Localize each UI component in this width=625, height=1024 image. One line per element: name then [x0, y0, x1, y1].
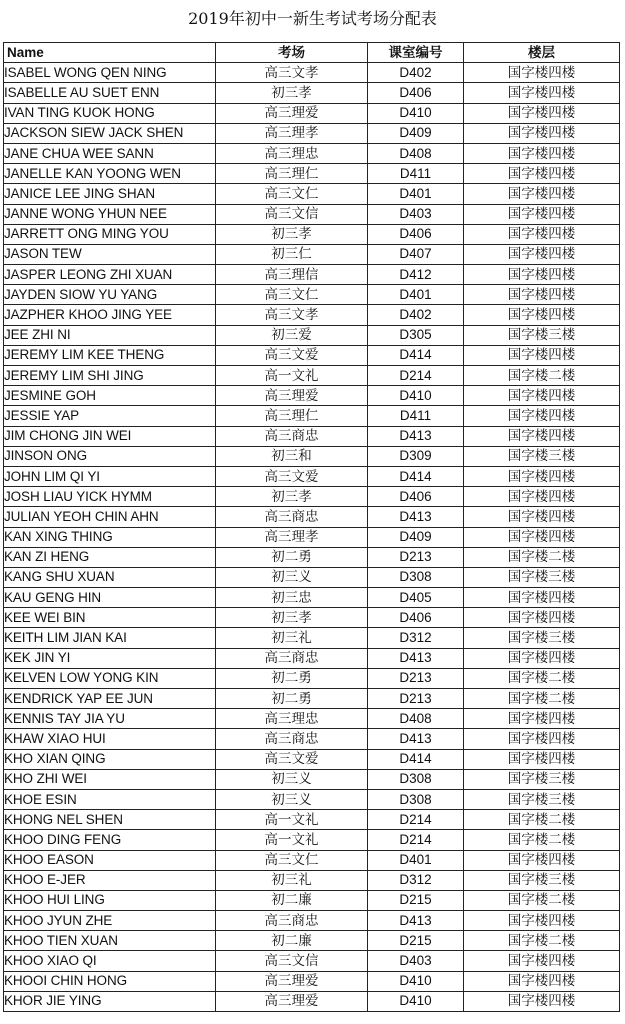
student-name-cell: KHOO EASON — [4, 850, 216, 870]
student-name-cell: JASON TEW — [4, 244, 216, 264]
student-name-cell: JIM CHONG JIN WEI — [4, 426, 216, 446]
student-name-cell: JESMINE GOH — [4, 386, 216, 406]
table-row — [4, 466, 620, 486]
exam-hall-cell: 初二勇 — [216, 668, 368, 688]
room-code-cell: D215 — [368, 931, 464, 951]
table-row — [4, 204, 620, 224]
room-code-cell: D414 — [368, 466, 464, 486]
exam-hall-cell: 高三理仁 — [216, 164, 368, 184]
table-row — [4, 143, 620, 163]
exam-hall-cell: 高三商忠 — [216, 507, 368, 527]
student-name-cell: KENNIS TAY JIA YU — [4, 709, 216, 729]
floor-cell: 国字楼四楼 — [464, 285, 620, 305]
student-name-cell: JANNE WONG YHUN NEE — [4, 204, 216, 224]
exam-hall-cell: 初二勇 — [216, 547, 368, 567]
floor-cell: 国字楼四楼 — [464, 204, 620, 224]
exam-hall-cell: 初三礼 — [216, 628, 368, 648]
floor-cell: 国字楼四楼 — [464, 911, 620, 931]
table-row — [4, 386, 620, 406]
floor-cell: 国字楼二楼 — [464, 689, 620, 709]
floor-cell: 国字楼四楼 — [464, 749, 620, 769]
floor-cell: 国字楼四楼 — [464, 951, 620, 971]
exam-hall-cell: 初三孝 — [216, 83, 368, 103]
room-code-cell: D413 — [368, 648, 464, 668]
exam-hall-cell: 高三商忠 — [216, 911, 368, 931]
room-code-cell: D406 — [368, 608, 464, 628]
floor-cell: 国字楼四楼 — [464, 224, 620, 244]
exam-hall-cell: 高三理爱 — [216, 103, 368, 123]
floor-cell: 国字楼三楼 — [464, 567, 620, 587]
floor-cell: 国字楼二楼 — [464, 830, 620, 850]
exam-hall-cell: 初三义 — [216, 769, 368, 789]
student-name-cell: JOHN LIM QI YI — [4, 466, 216, 486]
table-row — [4, 769, 620, 789]
student-name-cell: KHAW XIAO HUI — [4, 729, 216, 749]
table-row — [4, 951, 620, 971]
room-code-cell: D312 — [368, 628, 464, 648]
table-row — [4, 830, 620, 850]
student-name-cell: KHO XIAN QING — [4, 749, 216, 769]
table-row — [4, 991, 620, 1011]
exam-hall-cell: 高一文礼 — [216, 366, 368, 386]
student-name-cell: KHOE ESIN — [4, 789, 216, 809]
room-code-cell: D215 — [368, 890, 464, 910]
floor-cell: 国字楼四楼 — [464, 729, 620, 749]
exam-hall-cell: 初三义 — [216, 567, 368, 587]
student-name-cell: KHOR JIE YING — [4, 991, 216, 1011]
room-code-cell: D405 — [368, 588, 464, 608]
exam-hall-cell: 高一文礼 — [216, 810, 368, 830]
room-code-cell: D413 — [368, 729, 464, 749]
table-row — [4, 608, 620, 628]
column-header-exam: 考场 — [216, 43, 368, 63]
table-row — [4, 345, 620, 365]
exam-hall-cell: 初二勇 — [216, 689, 368, 709]
table-row — [4, 567, 620, 587]
exam-hall-cell: 高三理仁 — [216, 406, 368, 426]
floor-cell: 国字楼四楼 — [464, 143, 620, 163]
exam-hall-cell: 初三孝 — [216, 608, 368, 628]
exam-hall-cell: 高三文爱 — [216, 466, 368, 486]
table-row — [4, 63, 620, 83]
floor-cell: 国字楼四楼 — [464, 507, 620, 527]
student-name-cell: KHO ZHI WEI — [4, 769, 216, 789]
table-row — [4, 911, 620, 931]
floor-cell: 国字楼四楼 — [464, 991, 620, 1011]
table-row — [4, 164, 620, 184]
student-name-cell: KHOO HUI LING — [4, 890, 216, 910]
exam-hall-cell: 高三商忠 — [216, 648, 368, 668]
floor-cell: 国字楼四楼 — [464, 265, 620, 285]
student-name-cell: KHONG NEL SHEN — [4, 810, 216, 830]
student-name-cell: ISABELLE AU SUET ENN — [4, 83, 216, 103]
student-name-cell: KHOO XIAO QI — [4, 951, 216, 971]
floor-cell: 国字楼四楼 — [464, 466, 620, 486]
table-row — [4, 224, 620, 244]
floor-cell: 国字楼四楼 — [464, 648, 620, 668]
student-name-cell: JAZPHER KHOO JING YEE — [4, 305, 216, 325]
exam-hall-cell: 高三文仁 — [216, 285, 368, 305]
student-name-cell: KEE WEI BIN — [4, 608, 216, 628]
room-code-cell: D213 — [368, 689, 464, 709]
room-code-cell: D305 — [368, 325, 464, 345]
student-name-cell: KHOO DING FENG — [4, 830, 216, 850]
table-body — [4, 63, 620, 1012]
table-row — [4, 103, 620, 123]
student-name-cell: JESSIE YAP — [4, 406, 216, 426]
room-code-cell: D213 — [368, 668, 464, 688]
floor-cell: 国字楼二楼 — [464, 547, 620, 567]
room-code-cell: D413 — [368, 911, 464, 931]
room-code-cell: D214 — [368, 366, 464, 386]
room-code-cell: D411 — [368, 164, 464, 184]
exam-hall-cell: 高三文信 — [216, 951, 368, 971]
exam-hall-cell: 初二廉 — [216, 890, 368, 910]
student-name-cell: JACKSON SIEW JACK SHEN — [4, 123, 216, 143]
exam-hall-cell: 初三爱 — [216, 325, 368, 345]
room-code-cell: D414 — [368, 749, 464, 769]
room-code-cell: D308 — [368, 567, 464, 587]
column-header-floor: 楼层 — [464, 43, 620, 63]
table-row — [4, 971, 620, 991]
room-code-cell: D406 — [368, 83, 464, 103]
floor-cell: 国字楼四楼 — [464, 608, 620, 628]
floor-cell: 国字楼四楼 — [464, 588, 620, 608]
floor-cell: 国字楼四楼 — [464, 971, 620, 991]
floor-cell: 国字楼四楼 — [464, 406, 620, 426]
exam-hall-cell: 高三文孝 — [216, 305, 368, 325]
table-row — [4, 83, 620, 103]
student-name-cell: JINSON ONG — [4, 446, 216, 466]
table-row — [4, 426, 620, 446]
exam-hall-cell: 初三和 — [216, 446, 368, 466]
floor-cell: 国字楼四楼 — [464, 305, 620, 325]
table-row — [4, 850, 620, 870]
room-code-cell: D412 — [368, 265, 464, 285]
floor-cell: 国字楼四楼 — [464, 83, 620, 103]
student-name-cell: KHOO JYUN ZHE — [4, 911, 216, 931]
table-row — [4, 547, 620, 567]
room-code-cell: D308 — [368, 789, 464, 809]
floor-cell: 国字楼二楼 — [464, 668, 620, 688]
floor-cell: 国字楼四楼 — [464, 164, 620, 184]
exam-hall-cell: 初三孝 — [216, 224, 368, 244]
table-row — [4, 366, 620, 386]
room-code-cell: D214 — [368, 830, 464, 850]
exam-hall-cell: 高三文孝 — [216, 63, 368, 83]
table-row — [4, 305, 620, 325]
floor-cell: 国字楼三楼 — [464, 870, 620, 890]
table-row — [4, 810, 620, 830]
table-row — [4, 487, 620, 507]
table-row — [4, 123, 620, 143]
column-header-name: Name — [4, 43, 216, 63]
student-name-cell: JULIAN YEOH CHIN AHN — [4, 507, 216, 527]
student-name-cell: KENDRICK YAP EE JUN — [4, 689, 216, 709]
floor-cell: 国字楼三楼 — [464, 769, 620, 789]
table-row — [4, 890, 620, 910]
room-code-cell: D401 — [368, 850, 464, 870]
room-code-cell: D406 — [368, 224, 464, 244]
exam-hall-cell: 高三文仁 — [216, 184, 368, 204]
header-row — [4, 43, 620, 63]
student-name-cell: KEITH LIM JIAN KAI — [4, 628, 216, 648]
exam-hall-cell: 初三仁 — [216, 244, 368, 264]
table-row — [4, 628, 620, 648]
student-name-cell: KHOO TIEN XUAN — [4, 931, 216, 951]
student-name-cell: ISABEL WONG QEN NING — [4, 63, 216, 83]
room-code-cell: D410 — [368, 386, 464, 406]
table-row — [4, 184, 620, 204]
table-row — [4, 870, 620, 890]
floor-cell: 国字楼四楼 — [464, 184, 620, 204]
table-row — [4, 931, 620, 951]
floor-cell: 国字楼四楼 — [464, 850, 620, 870]
student-name-cell: JAYDEN SIOW YU YANG — [4, 285, 216, 305]
student-name-cell: KAN ZI HENG — [4, 547, 216, 567]
room-code-cell: D402 — [368, 63, 464, 83]
room-code-cell: D413 — [368, 507, 464, 527]
student-name-cell: KAN XING THING — [4, 527, 216, 547]
exam-hall-cell: 初三义 — [216, 789, 368, 809]
room-code-cell: D414 — [368, 345, 464, 365]
floor-cell: 国字楼四楼 — [464, 487, 620, 507]
table-row — [4, 285, 620, 305]
room-code-cell: D308 — [368, 769, 464, 789]
room-code-cell: D402 — [368, 305, 464, 325]
floor-cell: 国字楼四楼 — [464, 345, 620, 365]
floor-cell: 国字楼四楼 — [464, 426, 620, 446]
table-row — [4, 668, 620, 688]
exam-hall-cell: 高三商忠 — [216, 729, 368, 749]
exam-hall-cell: 高三文信 — [216, 204, 368, 224]
student-name-cell: JEE ZHI NI — [4, 325, 216, 345]
student-name-cell: KAU GENG HIN — [4, 588, 216, 608]
floor-cell: 国字楼二楼 — [464, 366, 620, 386]
table-header — [4, 43, 620, 63]
student-name-cell: JEREMY LIM KEE THENG — [4, 345, 216, 365]
table-row — [4, 244, 620, 264]
floor-cell: 国字楼三楼 — [464, 446, 620, 466]
floor-cell: 国字楼四楼 — [464, 103, 620, 123]
floor-cell: 国字楼四楼 — [464, 63, 620, 83]
student-name-cell: JARRETT ONG MING YOU — [4, 224, 216, 244]
student-name-cell: KELVEN LOW YONG KIN — [4, 668, 216, 688]
floor-cell: 国字楼二楼 — [464, 931, 620, 951]
exam-hall-cell: 高三理孝 — [216, 123, 368, 143]
exam-hall-cell: 高三商忠 — [216, 426, 368, 446]
floor-cell: 国字楼四楼 — [464, 527, 620, 547]
table-row — [4, 689, 620, 709]
room-code-cell: D410 — [368, 971, 464, 991]
exam-hall-cell: 初三孝 — [216, 487, 368, 507]
student-name-cell: JANELLE KAN YOONG WEN — [4, 164, 216, 184]
room-code-cell: D410 — [368, 103, 464, 123]
student-name-cell: JEREMY LIM SHI JING — [4, 366, 216, 386]
table-row — [4, 729, 620, 749]
room-code-cell: D408 — [368, 143, 464, 163]
student-name-cell: KEK JIN YI — [4, 648, 216, 668]
floor-cell: 国字楼四楼 — [464, 123, 620, 143]
exam-hall-cell: 高三文仁 — [216, 850, 368, 870]
floor-cell: 国字楼四楼 — [464, 709, 620, 729]
exam-hall-cell: 高三理爱 — [216, 991, 368, 1011]
floor-cell: 国字楼四楼 — [464, 386, 620, 406]
floor-cell: 国字楼三楼 — [464, 789, 620, 809]
exam-hall-cell: 高一文礼 — [216, 830, 368, 850]
page-title: 2019年初中一新生考试考场分配表 — [188, 9, 437, 28]
exam-hall-cell: 高三理信 — [216, 265, 368, 285]
exam-hall-cell: 高三文爱 — [216, 345, 368, 365]
student-name-cell: JASPER LEONG ZHI XUAN — [4, 265, 216, 285]
room-code-cell: D213 — [368, 547, 464, 567]
student-name-cell: JOSH LIAU YICK HYMM — [4, 487, 216, 507]
room-code-cell: D401 — [368, 285, 464, 305]
room-code-cell: D401 — [368, 184, 464, 204]
table-row — [4, 406, 620, 426]
table-row — [4, 507, 620, 527]
room-code-cell: D413 — [368, 426, 464, 446]
student-name-cell: IVAN TING KUOK HONG — [4, 103, 216, 123]
table-row — [4, 789, 620, 809]
allocation-table — [3, 42, 620, 1012]
room-code-cell: D410 — [368, 991, 464, 1011]
exam-hall-cell: 高三理爱 — [216, 386, 368, 406]
exam-hall-cell: 初三忠 — [216, 588, 368, 608]
room-code-cell: D409 — [368, 123, 464, 143]
floor-cell: 国字楼二楼 — [464, 890, 620, 910]
room-code-cell: D309 — [368, 446, 464, 466]
student-name-cell: JANE CHUA WEE SANN — [4, 143, 216, 163]
room-code-cell: D409 — [368, 527, 464, 547]
exam-hall-cell: 高三理忠 — [216, 143, 368, 163]
table-row — [4, 527, 620, 547]
floor-cell: 国字楼三楼 — [464, 628, 620, 648]
exam-hall-cell: 初三礼 — [216, 870, 368, 890]
table-row — [4, 648, 620, 668]
table-row — [4, 446, 620, 466]
exam-hall-cell: 高三理忠 — [216, 709, 368, 729]
student-name-cell: KHOO E-JER — [4, 870, 216, 890]
room-code-cell: D411 — [368, 406, 464, 426]
room-code-cell: D408 — [368, 709, 464, 729]
table-row — [4, 749, 620, 769]
student-name-cell: KANG SHU XUAN — [4, 567, 216, 587]
student-name-cell: KHOOI CHIN HONG — [4, 971, 216, 991]
exam-hall-cell: 高三文爱 — [216, 749, 368, 769]
room-code-cell: D406 — [368, 487, 464, 507]
exam-hall-cell: 初二廉 — [216, 931, 368, 951]
room-code-cell: D403 — [368, 204, 464, 224]
exam-hall-cell: 高三理孝 — [216, 527, 368, 547]
floor-cell: 国字楼二楼 — [464, 810, 620, 830]
table-row — [4, 265, 620, 285]
room-code-cell: D403 — [368, 951, 464, 971]
room-code-cell: D407 — [368, 244, 464, 264]
exam-hall-cell: 高三理爱 — [216, 971, 368, 991]
floor-cell: 国字楼四楼 — [464, 244, 620, 264]
room-code-cell: D312 — [368, 870, 464, 890]
room-code-cell: D214 — [368, 810, 464, 830]
student-name-cell: JANICE LEE JING SHAN — [4, 184, 216, 204]
floor-cell: 国字楼三楼 — [464, 325, 620, 345]
table-row — [4, 588, 620, 608]
table-row — [4, 325, 620, 345]
column-header-room: 课室编号 — [368, 43, 464, 63]
table-row — [4, 709, 620, 729]
